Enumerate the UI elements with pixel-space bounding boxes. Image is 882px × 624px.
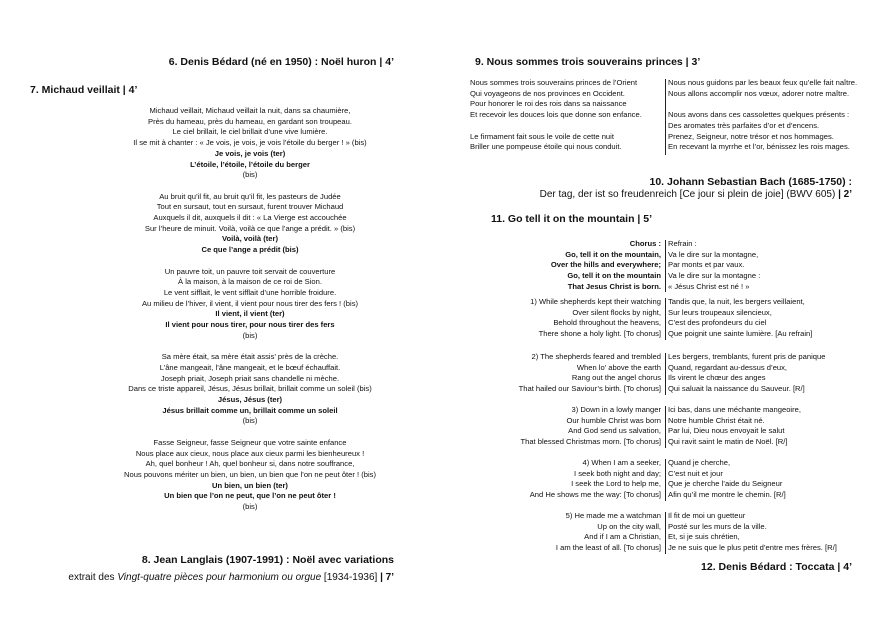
verse-line: Afin qu’il me montre le chemin. [R/] (668, 490, 786, 500)
chorus-french (668, 239, 760, 293)
refrain-line: Refrain : (668, 239, 697, 248)
poem-line: Nous pouvons mériter un bien, un bien, un bien que l’on ne peut ôter ! (bis) (123, 469, 377, 479)
heading-7: 7. Michaud veillait | 4’ (30, 84, 138, 96)
verse-line: 5) He made me a watchman (565, 511, 661, 520)
chorus-line: Over the hills and everywhere; (550, 260, 661, 270)
poem-line: Au milieu de l’hiver, il vient, il vient pour nous tirer des fers ! (bis) (141, 298, 359, 308)
heading-8: 8. Jean Langlais (1907-1991) : Noël avec variations (141, 554, 394, 566)
verse-line: Briller une pompeuse étoile qui nous conduit. (470, 142, 622, 152)
heading-9: 9. Nous sommes trois souverains princes | 3’ (475, 56, 701, 68)
verse-line: Ils virent le chœur des anges (668, 373, 766, 383)
poem-line: L’étoile, l’étoile, l’étoile du berger (190, 159, 310, 169)
verse-line: C’est nuit et jour (668, 468, 723, 478)
poem-line: Un pauvre toit, un pauvre toit servait de couverture (164, 266, 336, 276)
verse-line: And He shows me the way: [To chorus] (529, 490, 661, 500)
poem-michaud (50, 106, 450, 513)
subtitle-work: Der tag, der ist so freudenreich [Ce jour si plein de joie] (BWV 605) (539, 189, 836, 200)
verse-line: Our humble Christ was born (566, 415, 661, 425)
verse-line: Qui voyageons de nos provinces en Occident. (470, 88, 625, 98)
heading-8-subtitle (68, 572, 394, 583)
chorus-line: That Jesus Christ is born. (567, 281, 661, 291)
poem-line: (bis) (242, 170, 258, 180)
verse-french-4 (668, 458, 786, 501)
poem-line: Voilà, voilà (ter) (222, 234, 278, 244)
verse-line: Qui ravit saint le matin de Noël. [R/] (668, 437, 788, 447)
verse-french-5 (668, 511, 837, 554)
poem-line: Michaud veillait, Michaud veillait la nuit, dans sa chaumière, (149, 106, 351, 115)
verse-line: Il fit de moi un guetteur (668, 511, 746, 520)
poem-line: Joseph priait, Joseph priait sans chandelle ni mèche. (160, 373, 340, 383)
verse-line: Behold throughout the heavens, (553, 318, 661, 328)
poem-line: Dans ce triste appareil, Jésus, Jésus brillait, brillait comme un soleil (bis) (128, 384, 372, 394)
poem-line: (bis) (242, 502, 258, 512)
poem-line: Un bien que l’on ne peut, que l’on ne peut ôter ! (164, 491, 336, 501)
poem-line: Ce que l’ange a prédit (bis) (201, 245, 299, 255)
poem-line: Tout en sursaut, tout en sursaut, furent trouver Michaud (156, 202, 344, 212)
verse-french-3 (668, 405, 801, 448)
heading-10: 10. Johann Sebastian Bach (1685-1750) : (649, 176, 852, 188)
verse-divider (665, 459, 666, 501)
verse-line: Up on the city wall, (597, 521, 661, 531)
verse-divider (665, 406, 666, 448)
verse-line: Quand je cherche, (668, 458, 731, 467)
verse-line: Je ne suis que le plus petit d’entre mes frères. [R/] (668, 543, 837, 553)
refrain-line: « Jésus Christ est né ! » (668, 281, 750, 291)
refrain-line: Va le dire sur la montagne, (668, 249, 759, 259)
verse-line: 4) When I am a seeker, (582, 458, 661, 467)
refrain-line: Par monts et par vaux. (668, 260, 745, 270)
verse-line: I am the least of all. [To chorus] (555, 543, 661, 553)
verse-line: Pour honorer le roi des rois dans sa naissance (470, 99, 627, 109)
heading-6: 6. Denis Bédard (né en 1950) : Noël huron | 4’ (168, 56, 394, 68)
verse-divider (665, 353, 666, 395)
poem-line (50, 256, 450, 267)
verse-line: Quand, regardant au-dessus d’eux, (668, 362, 788, 372)
verse-line: Posté sur les murs de la ville. (668, 521, 767, 531)
verse-line: Notre humble Christ était né. (668, 415, 765, 425)
verse-english-4 (530, 458, 661, 501)
heading-10-subtitle (540, 189, 852, 200)
princes-french-col2 (668, 78, 857, 153)
poem-line: Le vent sifflait, le vent sifflait d’une horrible froidure. (163, 287, 337, 297)
poem-line: À la maison, à la maison de ce roi de Sion. (178, 277, 322, 287)
chorus-line: Go, tell it on the mountain (567, 271, 661, 281)
poem-line: Fasse Seigneur, fasse Seigneur que votre sainte enfance (153, 437, 347, 447)
verse-english-5 (556, 511, 661, 554)
subtitle-prefix: extrait des (68, 572, 118, 583)
poem-line: Je vois, je vois (ter) (214, 148, 286, 158)
verse-line: When lo’ above the earth (576, 362, 661, 372)
verse-line: And God send us salvation, (568, 426, 661, 436)
verse-line: Nous sommes trois souverains princes de l’Orient (470, 78, 638, 87)
verse-line: C’est des profondeurs du ciel (668, 318, 767, 328)
poem-line: Sur l’heure de minuit. Voilà, voilà ce que l’ange a prédit. » (bis) (144, 223, 356, 233)
poem-line (50, 427, 450, 438)
verse-line: Et recevoir les douces lois que donne son enfance. (470, 110, 642, 120)
verse-line: Que poignit une sainte lumière. [Au refrain] (668, 329, 813, 339)
verse-line: That blessed Christmas morn. [To chorus] (520, 437, 661, 447)
verse-line: Nous nous guidons par les beaux feux qu’elle fait naître. (668, 78, 858, 87)
verse-line: Rang out the angel chorus (571, 373, 661, 383)
verse-french-2 (668, 352, 825, 395)
poem-line: Il vient pour nous tirer, pour nous tirer des fers (165, 320, 335, 330)
verse-line: Nous avons dans ces cassolettes quelques présents : (668, 110, 850, 120)
verse-english-1 (530, 297, 661, 340)
verse-divider (665, 298, 666, 340)
verse-line: Prenez, Seigneur, notre trésor et nos hommages. (668, 131, 834, 141)
verse-line: Que je cherche l’aide du Seigneur (668, 479, 783, 489)
poem-line: Jésus brillait comme un, brillait comme un soleil (162, 405, 338, 415)
verse-line: There shone a holy light. [To chorus] (538, 329, 661, 339)
chorus-divider (665, 240, 666, 292)
poem-line: Au bruit qu’il fit, au bruit qu’il fit, les pasteurs de Judée (159, 191, 341, 201)
verse-line: Tandis que, la nuit, les bergers veillaient, (668, 297, 805, 306)
poem-line: Jésus, Jésus (ter) (217, 394, 283, 404)
poem-line: Ah, quel bonheur ! Ah, quel bonheur si, dans notre souffrance, (145, 459, 355, 469)
column-divider (665, 79, 666, 155)
poem-line: Auxquels il dit, auxquels il dit : « La Vierge est accouchée (153, 213, 347, 223)
verse-line: I seek the Lord to help me, (571, 479, 661, 489)
verse-line: 3) Down in a lowly manger (571, 405, 661, 414)
poem-line: L’âne mangeait, l’âne mangeait, et le bœuf échauffait. (159, 362, 341, 372)
verse-line: Sur leurs troupeaux silencieux, (668, 307, 772, 317)
verse-english-3 (520, 405, 661, 448)
verse-line: Qui saluait la naissance du Sauveur. [R/] (668, 384, 805, 394)
verse-line (668, 99, 857, 110)
poem-line: Il se mit à chanter : « Je vois, je vois, je vois l’étoile du berger ! » (bis) (133, 138, 367, 148)
verse-line: Nous allons accomplir nos vœux, adorer notre maître. (668, 88, 850, 98)
verse-english-2 (519, 352, 661, 395)
poem-line: Sa mère était, sa mère était assis’ près de la crèche. (161, 352, 339, 362)
poem-line: (bis) (242, 416, 258, 426)
poem-line: Près du hameau, près du hameau, en gardant son troupeau. (148, 116, 352, 126)
heading-12: 12. Denis Bédard : Toccata | 4’ (701, 561, 852, 573)
verse-line: Les bergers, tremblants, furent pris de panique (668, 352, 826, 361)
verse-french-1 (668, 297, 812, 340)
verse-line: Le firmament fait sous le voile de cette nuit (470, 131, 614, 141)
subtitle-duration: | 7’ (380, 572, 394, 583)
verse-line: 1) While shepherds kept their watching (530, 297, 661, 306)
verse-line: And if I am a Christian, (584, 532, 661, 542)
verse-line: I seek both night and day; (574, 468, 661, 478)
verse-line: That hailed our Saviour’s birth. [To chorus] (518, 384, 661, 394)
verse-line: Et, si je suis chrétien, (668, 532, 740, 542)
princes-french-col1 (470, 78, 642, 153)
heading-11: 11. Go tell it on the mountain | 5’ (491, 213, 653, 225)
poem-line: Il vient, il vient (ter) (215, 309, 285, 319)
poem-line (50, 341, 450, 352)
chorus-line: Go, tell it on the mountain, (565, 249, 661, 259)
poem-line (50, 181, 450, 192)
verse-divider (665, 512, 666, 554)
refrain-line: Va le dire sur la montagne : (668, 271, 761, 281)
poem-line: Un bien, un bien (ter) (212, 480, 288, 490)
subtitle-duration: | 2’ (838, 189, 852, 200)
verse-line: En recevant la myrrhe et l’or, bénissez les rois mages. (668, 142, 850, 152)
verse-line: Des aromates très parfaites d’or et d’encens. (668, 120, 820, 130)
verse-line: Ici bas, dans une méchante mangeoire, (668, 405, 801, 414)
subtitle-dates: [1934-1936] (321, 572, 381, 583)
subtitle-work: Vingt-quatre pièces pour harmonium ou orgue (117, 572, 322, 583)
chorus-line: Chorus : (629, 239, 661, 248)
verse-line: Over silent flocks by night, (572, 307, 661, 317)
poem-line: (bis) (242, 330, 258, 340)
verse-line: Par lui, Dieu nous envoyait le salut (668, 426, 785, 436)
poem-line: Le ciel brillait, le ciel brillait d’une vive lumière. (172, 127, 328, 137)
verse-line: 2) The shepherds feared and trembled (531, 352, 661, 361)
verse-line (470, 121, 642, 132)
poem-line: Nous place aux cieux, nous place aux cieux parmi les bienheureux ! (135, 448, 365, 458)
chorus-english (551, 239, 661, 293)
